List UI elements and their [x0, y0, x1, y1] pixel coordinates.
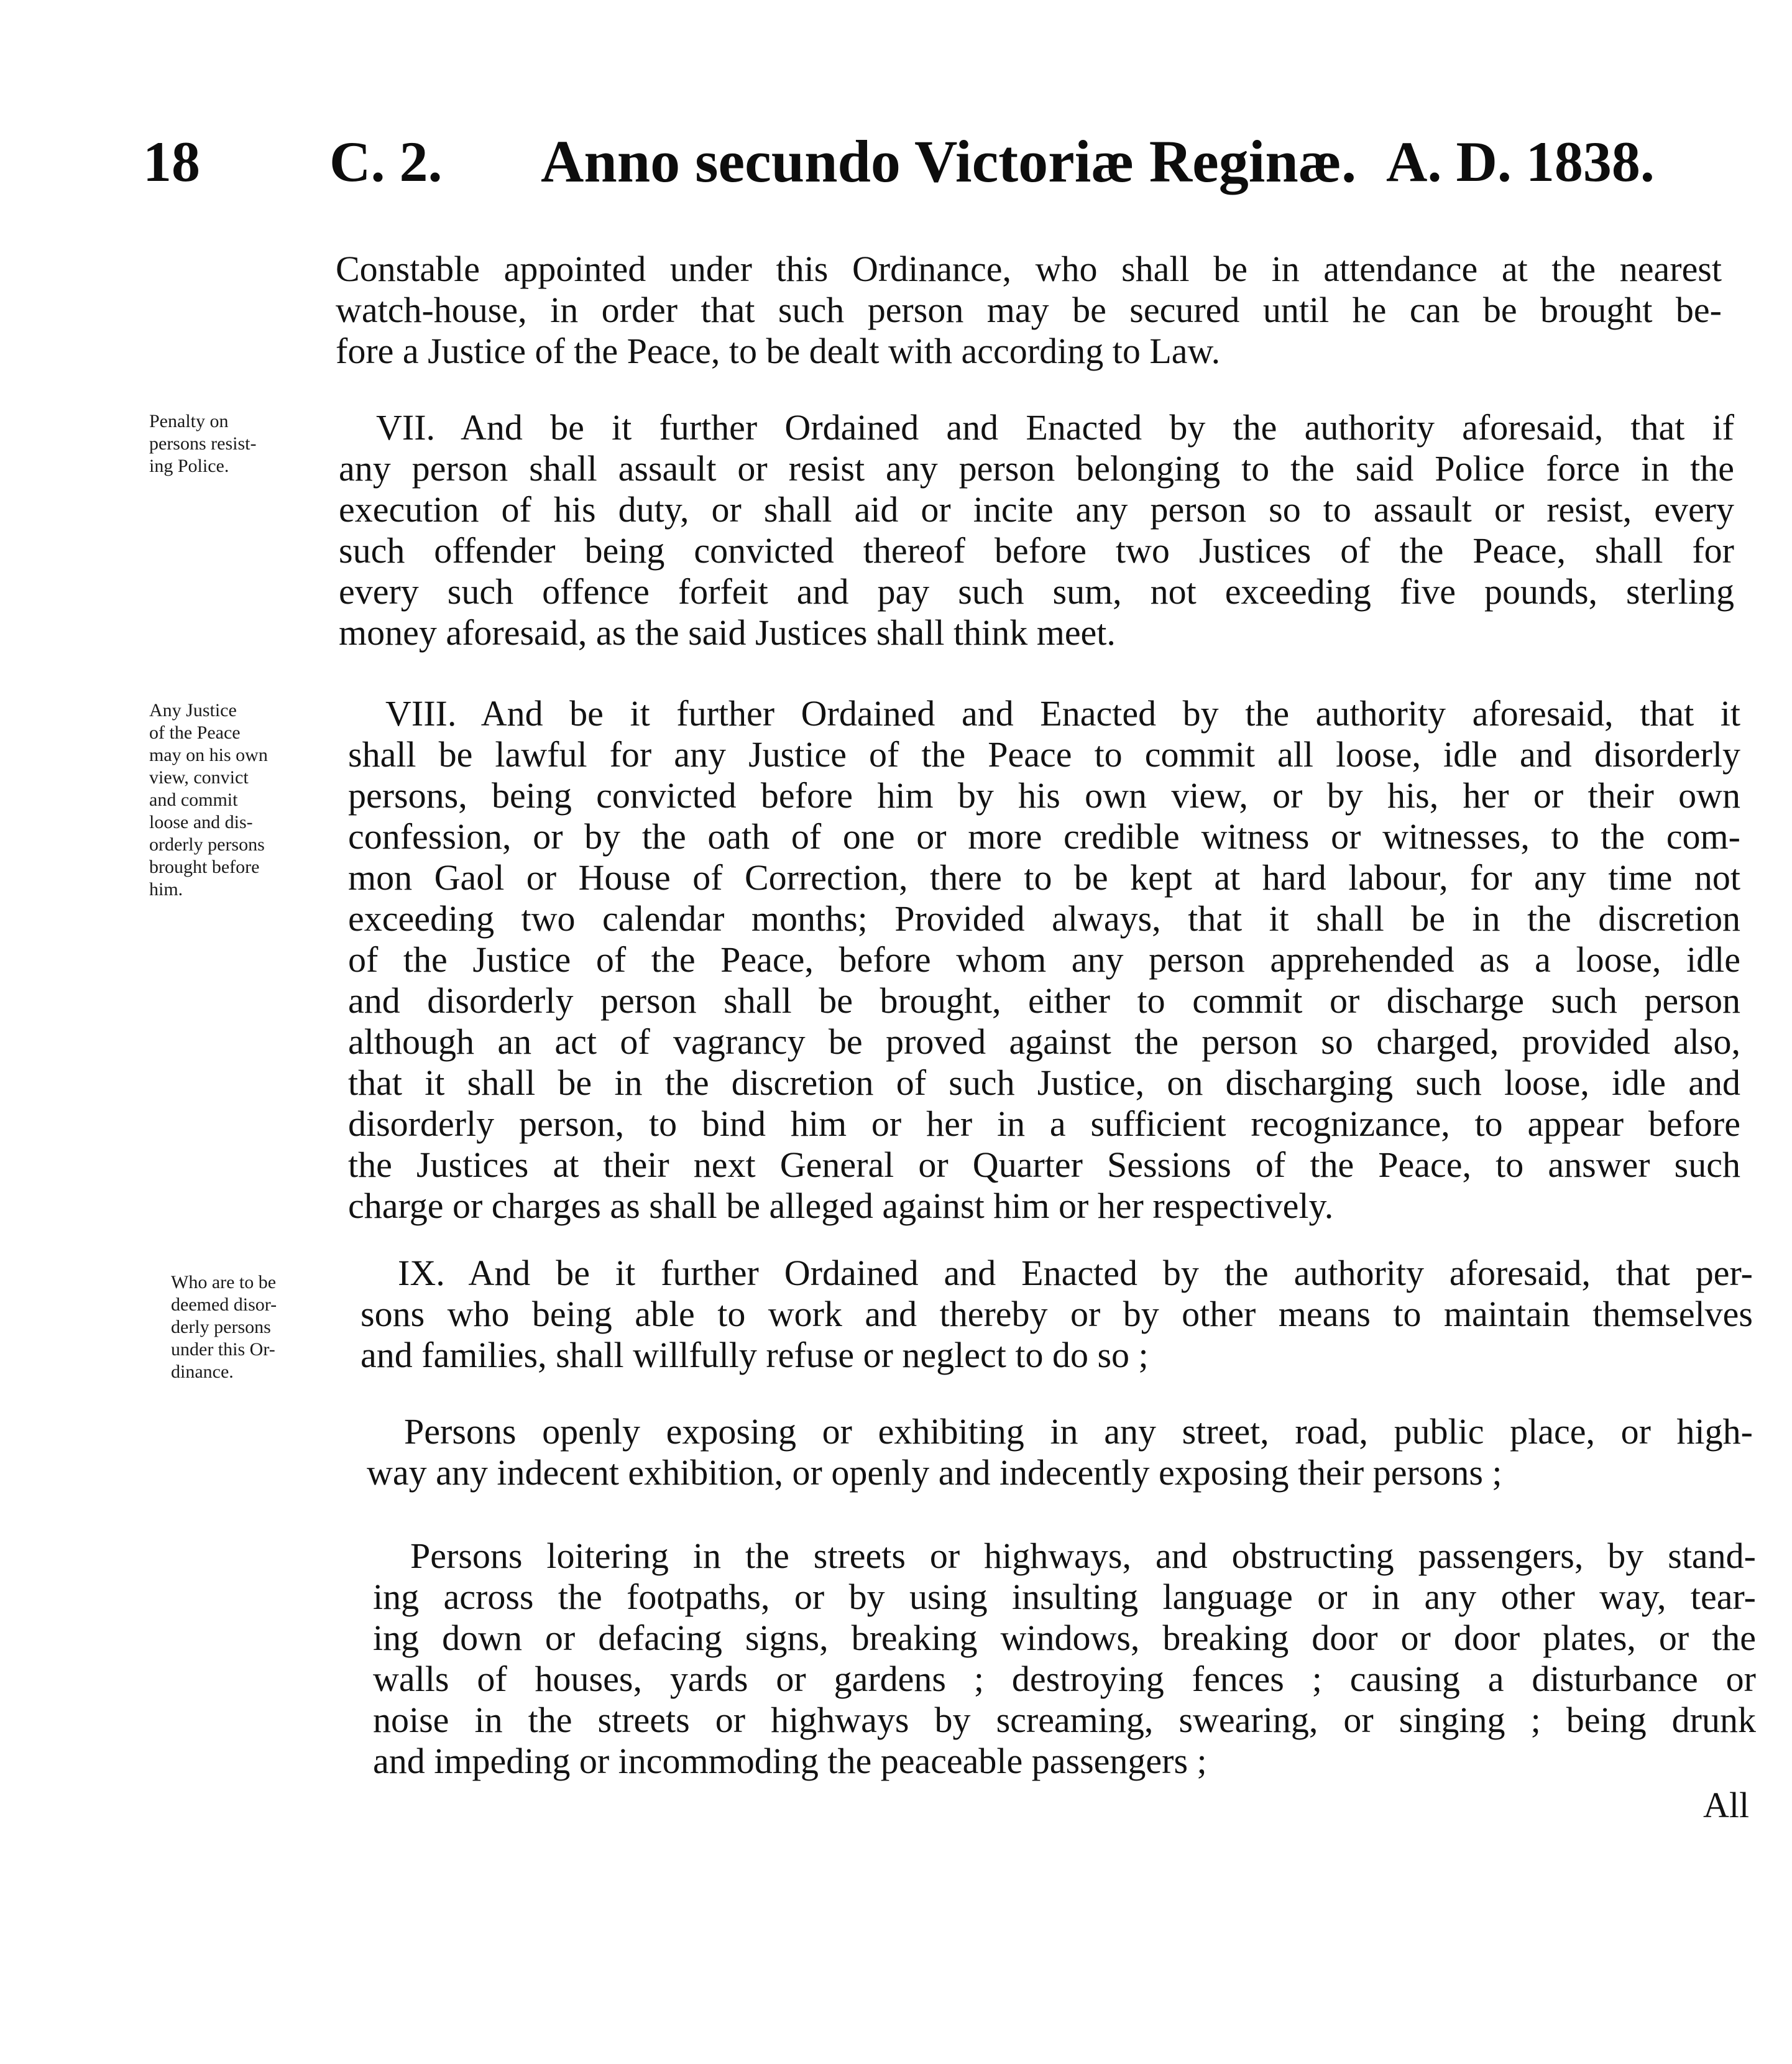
text-line: confession, or by the oath of one or more credible witness or witnesses, to the com- — [348, 816, 1740, 857]
margin-note-line: Any Justice — [149, 700, 237, 721]
margin-note-line: loose and dis- — [149, 812, 253, 832]
text-line: and disorderly person shall be brought, either to commit or discharge such person — [348, 980, 1740, 1021]
text-line: of the Justice of the Peace, before whom any person apprehended as a loose, idle — [348, 939, 1740, 980]
margin-note-line: may on his own — [149, 745, 268, 765]
text-line: money aforesaid, as the said Justices shall think meet. — [339, 612, 1116, 653]
margin-note-line: deemed disor- — [171, 1294, 277, 1315]
text-line: VIII. And be it further Ordained and Enacted by the authority aforesaid, that it — [385, 693, 1740, 734]
margin-note-line: Penalty on — [149, 411, 229, 431]
section-7 — [339, 407, 1734, 653]
margin-note-section-8 — [149, 699, 336, 901]
text-line: way any indecent exhibition, or openly and indecently exposing their persons ; — [367, 1452, 1502, 1493]
margin-note-line: and commit — [149, 790, 238, 810]
text-line: that it shall be in the discretion of such Justice, on discharging such loose, idle and — [348, 1062, 1740, 1103]
text-line: ing down or defacing signs, breaking windows, breaking door or door plates, or the — [373, 1618, 1756, 1658]
text-line: execution of his duty, or shall aid or incite any person so to assault or resist, every — [339, 489, 1734, 530]
margin-note-section-7 — [149, 410, 336, 477]
text-line: watch-house, in order that such person may be secured until he can be brought be- — [336, 290, 1722, 330]
text-line: fore a Justice of the Peace, to be dealt with according to Law. — [336, 331, 1221, 371]
text-line: VII. And be it further Ordained and Enacted by the authority aforesaid, that if — [376, 407, 1734, 448]
margin-note-line: under this Or- — [171, 1339, 275, 1360]
text-line: exceeding two calendar months; Provided always, that it shall be in the discretion — [348, 898, 1740, 939]
text-line: any person shall assault or resist any person belonging to the said Police force in the — [339, 448, 1734, 489]
text-line: Persons loitering in the streets or highways, and obstructing passengers, by stand- — [410, 1536, 1756, 1576]
text-line: every such offence forfeit and pay such sum, not exceeding five pounds, sterling — [339, 571, 1734, 612]
text-line: such offender being convicted thereof before two Justices of the Peace, shall for — [339, 530, 1734, 571]
margin-note-line: orderly persons — [149, 834, 265, 855]
paragraph-intro — [336, 249, 1722, 372]
margin-note-line: derly persons — [171, 1317, 271, 1337]
chapter-number: C. 2. — [329, 130, 443, 193]
margin-note-line: dinance. — [171, 1361, 234, 1382]
text-line: walls of houses, yards or gardens ; destroying fences ; causing a disturbance or — [373, 1659, 1756, 1699]
text-line: shall be lawful for any Justice of the Peace to commit all loose, idle and disorderly — [348, 734, 1740, 775]
page-header — [143, 118, 1734, 205]
text-line: and impeding or incommoding the peaceable passengers ; — [373, 1741, 1207, 1781]
text-line: disorderly person, to bind him or her in a sufficient recognizance, to appear before — [348, 1103, 1740, 1144]
text-line: charge or charges as shall be alleged against him or her respectively. — [348, 1186, 1334, 1226]
year-heading: A. D. 1838. — [1386, 130, 1655, 193]
margin-note-line: Who are to be — [171, 1272, 277, 1292]
section-9 — [361, 1253, 1753, 1376]
text-line: IX. And be it further Ordained and Enacted by the authority aforesaid, that per- — [398, 1253, 1753, 1293]
running-title: Anno secundo Victoriæ Reginæ. — [541, 128, 1357, 195]
text-line: sons who being able to work and thereby or by other means to maintain themselves — [361, 1294, 1753, 1334]
margin-note-line: ing Police. — [149, 456, 229, 476]
margin-note-line: him. — [149, 879, 183, 900]
page-number: 18 — [143, 130, 200, 193]
margin-note-line: brought before — [149, 857, 260, 877]
section-8 — [348, 693, 1740, 1227]
text-line: mon Gaol or House of Correction, there to be kept at hard labour, for any time not — [348, 857, 1740, 898]
margin-note-line: persons resist- — [149, 433, 257, 454]
margin-note-line: of the Peace — [149, 722, 241, 743]
text-line: the Justices at their next General or Quarter Sessions of the Peace, to answer such — [348, 1145, 1740, 1185]
text-line: noise in the streets or highways by screaming, swearing, or singing ; being drunk — [373, 1700, 1756, 1740]
text-line: ing across the footpaths, or by using insulting language or in any other way, tear- — [373, 1577, 1756, 1617]
catchword: All — [1703, 1785, 1750, 1825]
text-line: and families, shall willfully refuse or neglect to do so ; — [361, 1335, 1149, 1375]
text-line: although an act of vagrancy be proved against the person so charged, provided also, — [348, 1021, 1740, 1062]
text-line: Persons openly exposing or exhibiting in any street, road, public place, or high- — [404, 1411, 1753, 1452]
margin-note-line: view, convict — [149, 767, 249, 788]
paragraph-exposing — [367, 1411, 1753, 1493]
paragraph-loitering — [373, 1536, 1756, 1782]
text-line: persons, being convicted before him by his own view, or by his, her or their own — [348, 775, 1740, 816]
margin-note-section-9 — [171, 1271, 357, 1383]
text-line: Constable appointed under this Ordinance, who shall be in attendance at the nearest — [336, 249, 1722, 289]
